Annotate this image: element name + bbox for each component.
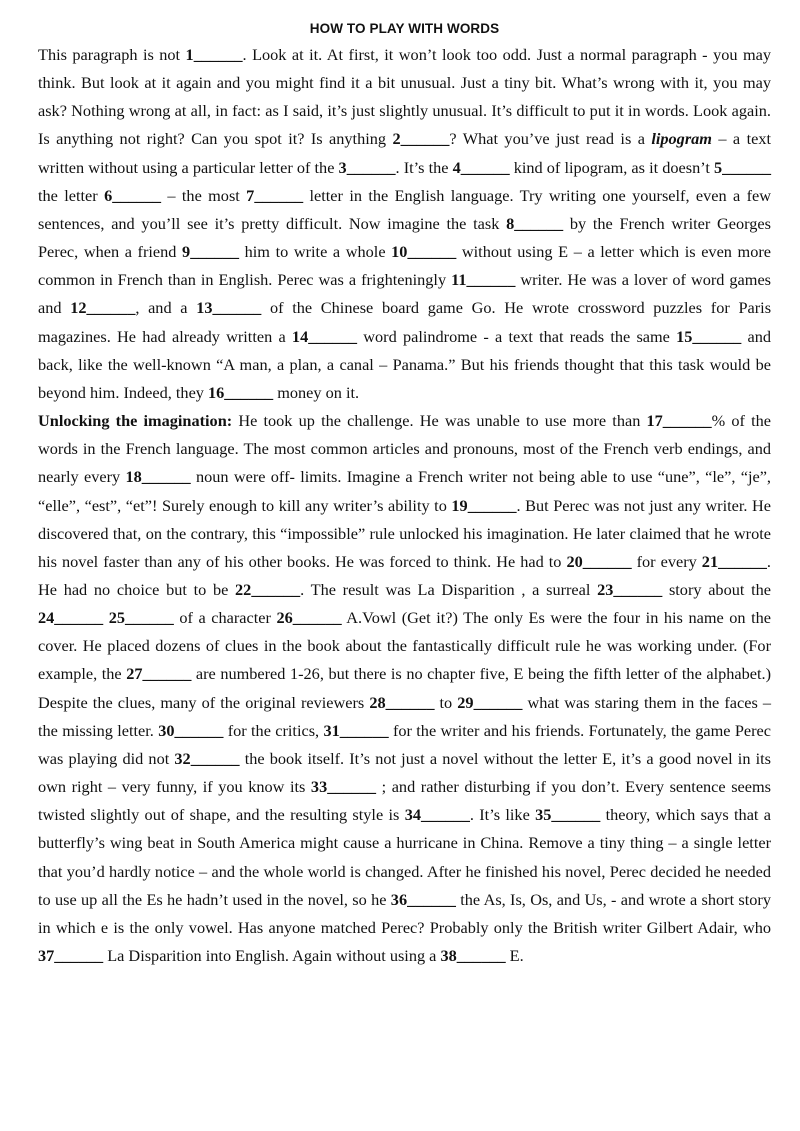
text-segment: the book itself. It’s not just a novel without the letter E, it’s a good novel in its own right – very funny, if you know its — [38, 748, 772, 797]
blank-1: 1______ — [185, 45, 243, 64]
text-segment: – a text written without using a particular letter of the — [38, 129, 771, 177]
blank-5: 5______ — [714, 157, 771, 177]
text-segment: E. — [505, 946, 524, 965]
blank-11: 11______ — [451, 270, 516, 290]
text-segment: ? What you’ve just read is a — [449, 129, 652, 149]
blank-10: 10______ — [391, 242, 457, 262]
document-title: HOW TO PLAY WITH WORDS — [309, 21, 500, 36]
text-segment: – the most — [161, 185, 247, 205]
blank-29: 29______ — [457, 692, 523, 712]
blank-24: 24______ — [38, 608, 104, 628]
text-segment: the As, Is, Os, and Us, - and wrote a short story in which e is the only vowel. Has anyone matched Perec? Probably only the British writer Gilbert Adair, who — [38, 889, 771, 937]
text-segment: him to write a whole — [239, 242, 392, 262]
text-segment: noun were off- limits. Imagine a French writer not being able to use “une”, “le”, “je”, “elle”, “est”, “et”! Surely enough to kill any writer’s ability to — [38, 467, 771, 515]
blank-23: 23______ — [597, 579, 663, 599]
text-segment: . The result was La Disparition , a surreal — [300, 579, 598, 599]
text-segment: theory, which says that a butterfly’s wing beat in South America might cause a hurricane in China. Remove a tiny thing – a single letter that you’d hardly notice – and the whole world is changed. After he finished his novel, Perec decided he needed to use up all the Es he hadn’t used in the novel, so he — [38, 805, 772, 909]
text-segment: what was staring them in the faces – the missing letter. — [38, 692, 771, 740]
text-segment: without using E – a letter which is even more common in French than in English. Perec was a frighteningly — [38, 242, 772, 290]
text-segment: by the French writer Georges Perec, when a friend — [38, 213, 771, 262]
blank-28: 28______ — [369, 692, 435, 712]
text-segment: to — [434, 692, 458, 712]
text-segment: , and a — [135, 298, 197, 318]
blank-33: 33______ — [310, 777, 377, 797]
text-segment: A.Vowl (Get it?) The only Es were the four in his name on the cover. He placed dozens of clues in the book about the fantastically difficult rule he was working under. (For example, the — [38, 608, 771, 684]
blank-27: 27______ — [126, 664, 192, 684]
text-segment: the letter — [38, 185, 105, 205]
blank-32: 32______ — [174, 748, 240, 768]
blank-14: 14______ — [291, 326, 358, 346]
text-segment: money on it. — [273, 382, 360, 402]
text-segment: for every — [631, 551, 702, 571]
text-segment: and back, like the well-known “A man, a plan, a canal – Panama.” But his friends thought that this task would be beyond him. Indeed, they — [38, 326, 772, 402]
emphasized-term: lipogram — [651, 129, 712, 149]
text-segment: of a character — [173, 608, 277, 628]
text-segment: word palindrome - a text that reads the same — [357, 326, 677, 346]
text-segment: story about the — [662, 579, 771, 599]
text-segment: . It’s like — [469, 805, 536, 825]
blank-37: 37______ — [38, 946, 104, 965]
blank-6: 6______ — [104, 185, 162, 205]
text-segment: kind of lipogram, as it doesn’t — [509, 157, 715, 177]
text-segment: for the writer and his friends. Fortunately, the game Perec was playing did not — [38, 720, 771, 768]
text-segment: writer. He was a lover of word games and — [38, 270, 772, 318]
text-segment: La Disparition into English. Again without using a — [103, 946, 441, 965]
blank-34: 34______ — [404, 805, 470, 825]
text-segment: ; and rather disturbing if you don’t. Every sentence seems twisted slightly out of shape, and the resulting style is — [38, 777, 771, 825]
blank-4: 4______ — [452, 157, 510, 177]
blank-36: 36______ — [390, 889, 456, 909]
blank-13: 13______ — [196, 298, 262, 318]
blank-38: 38______ — [440, 946, 506, 965]
text-segment: letter in the English language. Try writing one yourself, even a few sentences, and you’ll see it’s pretty difficult. Now imagine the task — [38, 185, 771, 233]
paragraph-2 — [38, 407, 771, 970]
section-heading: Unlocking the imagination: — [38, 411, 233, 431]
blank-26: 26______ — [276, 608, 342, 628]
blank-18: 18______ — [125, 467, 191, 487]
text-segment: . But Perec was not just any writer. He discovered that, on the contrary, this “impossible” rule unlocked his imagination. He later claimed that he wrote his novel faster than any of his other books. He was forced to think. He had to — [38, 495, 771, 571]
document-page — [38, 18, 771, 970]
blank-15: 15______ — [676, 326, 742, 346]
blank-9: 9______ — [182, 242, 240, 262]
paragraph-1 — [38, 41, 771, 407]
blank-35: 35______ — [535, 805, 601, 825]
blank-12: 12______ — [70, 298, 136, 318]
text-segment: are numbered 1-26, but there is no chapter five, E being the fifth letter of the alphabet.) Despite the clues, many of the original reviewers — [38, 664, 771, 712]
blank-7: 7______ — [246, 185, 304, 205]
blank-3: 3______ — [338, 157, 396, 177]
text-segment: . He had no choice but to be — [38, 551, 771, 599]
blank-19: 19______ — [451, 495, 517, 515]
text-segment: % of the words in the French language. The most common articles and pronouns, most of the French verb endings, and nearly every — [38, 411, 771, 487]
blank-21: 21______ — [701, 551, 767, 571]
text-segment: . It’s the — [395, 157, 453, 177]
blank-30: 30______ — [158, 720, 224, 740]
text-segment: He took up the challenge. He was unable to use more than — [232, 411, 647, 431]
blank-25: 25______ — [108, 608, 174, 628]
blank-2: 2______ — [392, 129, 450, 149]
blank-17: 17______ — [646, 411, 712, 431]
text-segment: of the Chinese board game Go. He wrote crossword puzzles for Paris magazines. He had already written a — [38, 298, 772, 346]
blank-31: 31______ — [323, 720, 389, 740]
blank-16: 16______ — [208, 382, 274, 402]
text-segment: for the critics, — [223, 720, 324, 740]
blank-20: 20______ — [566, 551, 632, 571]
blank-22: 22______ — [235, 579, 301, 599]
text-segment: . Look at it. At first, it won’t look too odd. Just a normal paragraph - you may think. But look at it again and you might find it a bit unusual. Just a tiny bit. What’s wrong with it, you may ask? Nothing wrong at all, in fact: as I said, it’s just slightly unusual. It’s difficult to put it in words. Look again. Is anything not right? Can you spot it? Is anything — [38, 45, 771, 149]
blank-8: 8______ — [506, 213, 564, 233]
text-segment: This paragraph is not — [38, 45, 186, 64]
